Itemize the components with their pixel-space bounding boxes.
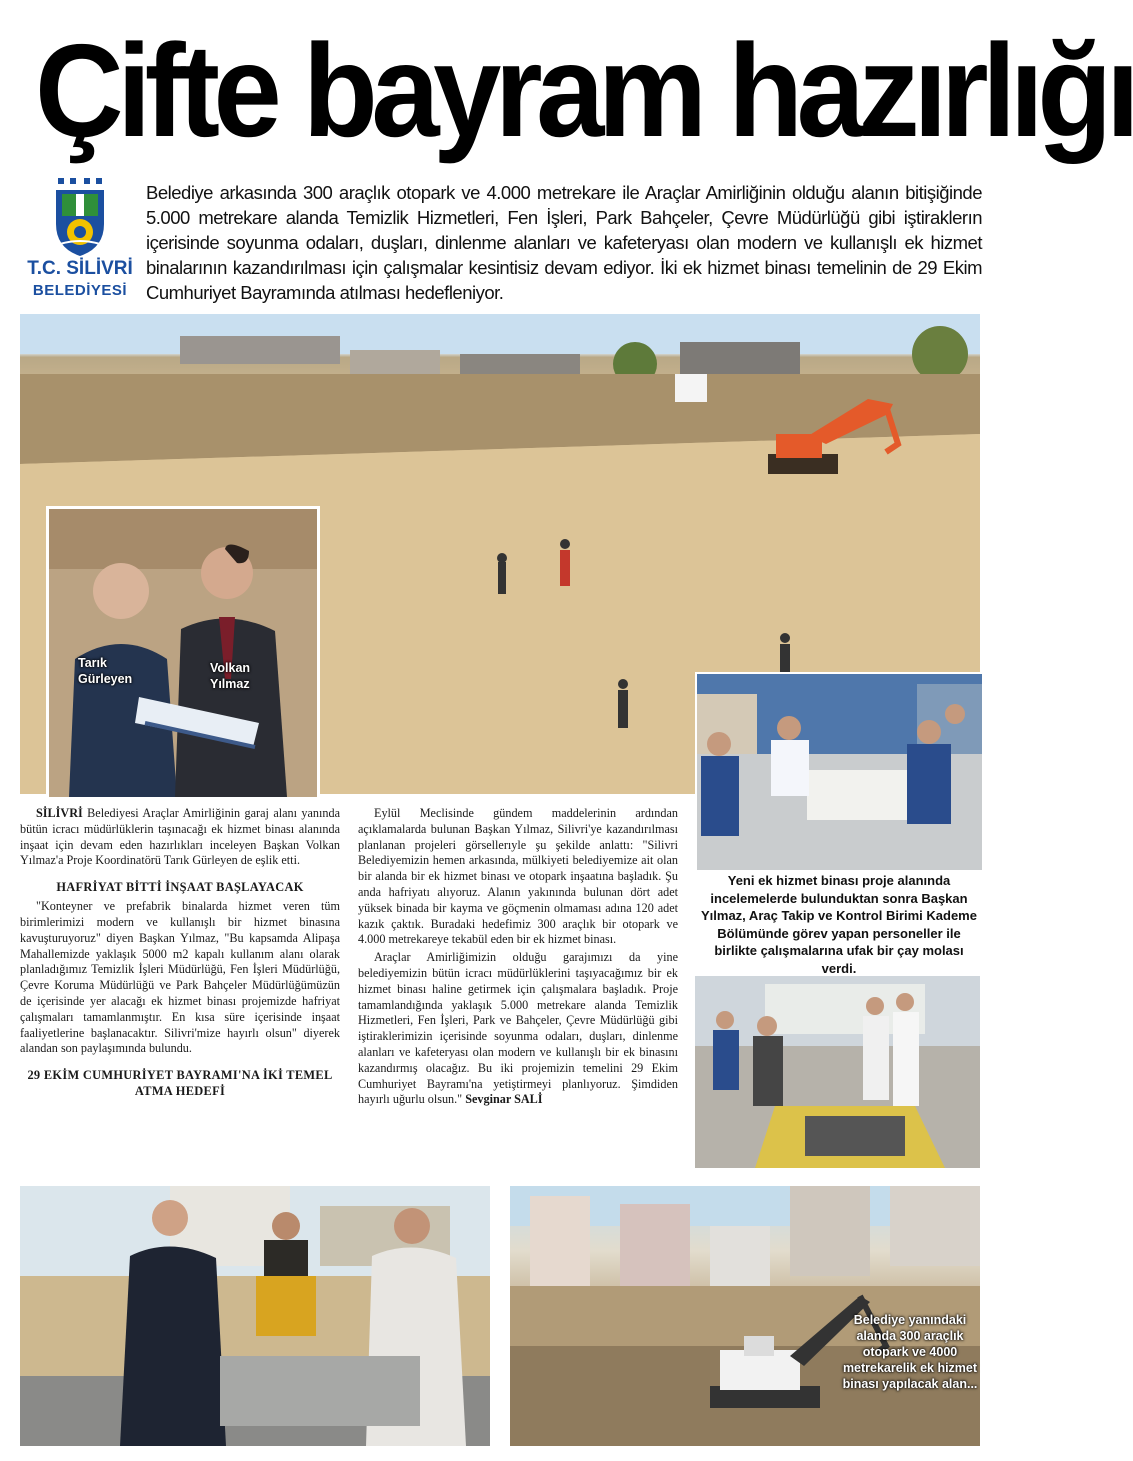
- crest-icon: [20, 178, 140, 258]
- lead-paragraph: Belediye arkasında 300 araçlık otopark ve 4.000 metrekare ile Araçlar Amirliğinin olduğu alanın bitişiğinde 5.000 metrekare alanda Temizlik Hizmetleri, Fen İşleri, Park Bahçeler, Çevre Müdürlüğü gibi iştiraklerın içerisinde soyunma odaları, duşları, dinlenme alanları ve kafeteryası olan modern ve kullanışlı ek hizmet binalarının kazandırılması için çalışmalar kesintisiz devam ediyor. İki ek hizmet binası temelinin de 29 Ekim Cumhuriyet Bayramında atılması hedefleniyor.: [146, 182, 982, 303]
- label-volkan-yilmaz: Volkan Yılmaz: [210, 661, 251, 691]
- article-paragraph-3: Eylül Meclisinde gündem maddelerinin ardından açıklamalarda bulunan Başkan Yılmaz, Silivri'ye kazandırılması planlanan projeleri görsellerıyle şu şekilde anlattı: "Silivri Belediyemizin hemen arkasında, mülkiyeti belediyemize ait olan bir alanda bir ek hizmet binası ve otopark inşaatına başladık. Şu anda hafriyatı alıyoruz. Alanın yakınında bulunan dört adet yüksek binada bir kayma ve göçmenin olmaması adına 120 adet kazık çaktık. Buradaki hedefimiz 300 araçlık bir otopark ve 4.000 metrekareye tekabül eden bir ek hizmet binası.: [358, 806, 678, 947]
- article-column-1: [20, 806, 340, 1103]
- logo-text-line2: BELEDİYESİ: [32, 282, 128, 299]
- excavator-photo-caption: Belediye yanındaki alanda 300 araçlık otopark ve 4000 metrekarelik ek hizmet binası yapılacak alan...: [842, 1313, 978, 1391]
- site-workers-photo: [20, 1186, 490, 1446]
- headline: Çifte bayram hazırlığı: [35, 17, 1133, 164]
- tea-break-photo: [695, 672, 984, 872]
- article-paragraph-1: Belediyesi Araçlar Amirliğinin garaj alanı yanında bütün icracı müdürlüklerin taşınacağı ek hizmet binası alanında inşaat için devam eden hazırlıkları inceleyen Başkan Volkan Yılmaz'a Proje Koordinatörü Tarık Gürleyen de eşlik etti.: [20, 806, 340, 868]
- logo-text-line1: T.C. SİLİVRİ: [27, 258, 133, 279]
- article-byline: Sevginar SALİ: [465, 1092, 543, 1107]
- garage-photo: [695, 976, 980, 1168]
- article-paragraph-2: "Konteyner ve prefabrik binalarda hizmet veren tüm birimlerimizi modern ve kullanışlı bir hizmet binasına kavuşturuyoruz" diyen Başkan Yılmaz, "Bu kapsamda Alipaşa Mahallemizde yaklaşık 5000 m2 kapalı kullanım alanı olarak planladığımız Temizlik İşleri Müdürlüğü, Fen İşleri Müdürlüğü, Çevre Koruma Müdürlüğü ve Park Bahçeler Müdürlüğümüzün de içerisinde yer alacağı ek hizmet binası projemizde hafriyat çalışmaları tamamlanmıştır. En kısa süre içerisinde inşaat faaliyetlerine başlanacaktır. Silivri'mize hayırlı olsun" diyerek alandan son paylaşımında bulundu.: [20, 899, 340, 1056]
- subheading-republic-day: 29 EKİM CUMHURİYET BAYRAMI'NA İKİ TEMEL ATMA HEDEFİ: [27, 1068, 333, 1099]
- article-column-2: [358, 806, 678, 1108]
- subheading-excavation: HAFRİYAT BİTTİ İNŞAAT BAŞLAYACAK: [56, 880, 304, 895]
- article-dropcap: SİLİVRİ: [36, 806, 83, 820]
- label-tarik-gurleyen: Tarık Gürleyen: [78, 656, 133, 686]
- officials-inset-photo: [46, 506, 320, 800]
- office-photo-caption: Yeni ek hizmet binası proje alanında incelemelerde bulunduktan sonra Başkan Yılmaz, Araç Takip ve Kontrol Birimi Kademe Bölümünde görev yapan personeller ile birlikte çalışmalarına ufak bir çay molası verdi.: [701, 873, 977, 976]
- article-paragraph-4: Araçlar Amirliğimizin olduğu garajımızı da yine belediyemizin bütün icracı müdürlüklerini taşıyacağımız bir ek hizmet binası haline getirmek için çalışmalara başladık. Proje tamamlandığında yaklaşık 5.000 metrekare alanda Temizlik Hizmetleri, Fen İşleri, Park ve Bahçeler, Çevre Müdürlüğü gibi iştiraklerimizin içerisinde soyunma odaları, duşları, dinlenme alanları ve kafeteryası olan modern ve kullanışlı bir ek binasını kazandırmış olacağız. Bu iki projemizin temelini 29 Ekim Cumhuriyet Bayramı'na yetiştirmeyi planlıyoruz. Şimdiden hayırlı uğurlu olsun.": [358, 950, 678, 1107]
